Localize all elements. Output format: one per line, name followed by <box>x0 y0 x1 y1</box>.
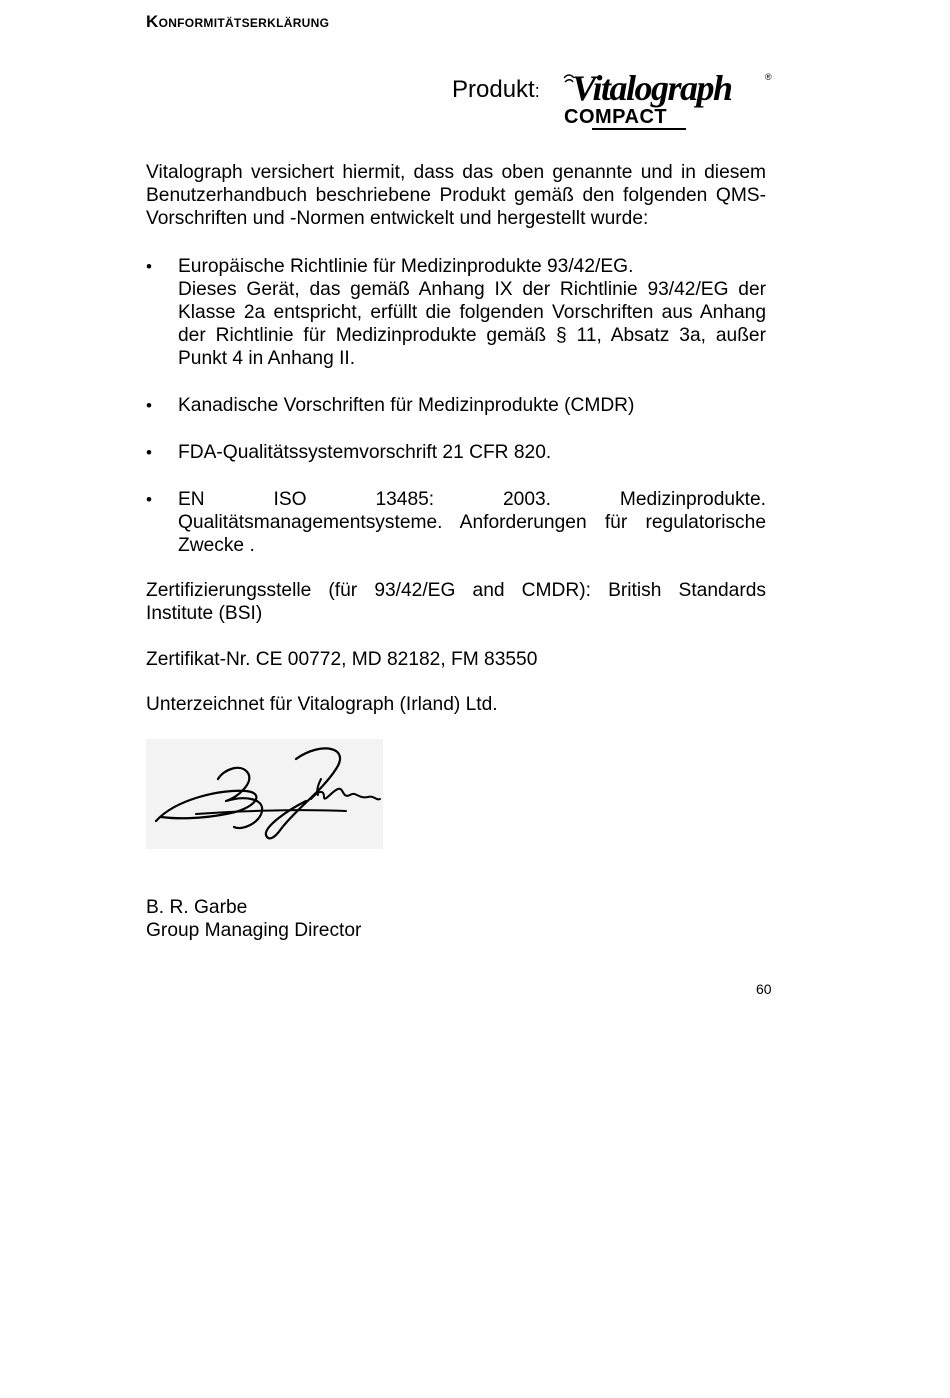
list-item-heading: • Kanadische Vorschriften für Medizinprodukte (CMDR) <box>178 395 635 416</box>
regulation-list <box>146 255 766 557</box>
certificate-numbers: Zertifikat-Nr. CE 00772, MD 82182, FM 83550 <box>146 649 538 670</box>
product-label: Produkt: <box>452 76 540 103</box>
logo-model: COMPACT <box>564 106 668 128</box>
list-item <box>146 441 766 464</box>
certification-body: Zertifizierungsstelle (für 93/42/EG and CMDR): British Standards Institute (BSI) <box>146 580 766 624</box>
intro-paragraph: Vitalograph versichert hiermit, dass das oben genannte und in diesem Benutzerhandbuch beschriebene Produkt gemäß den folgenden QMS-Vorschriften und -Normen entwickelt und hergestellt wurde: <box>146 162 766 229</box>
list-item <box>146 394 766 417</box>
logo-registered-mark: ® <box>765 72 772 82</box>
list-item <box>146 488 766 557</box>
list-item <box>146 255 766 370</box>
page-number: 60 <box>756 981 772 997</box>
logo-name: Vitalograph <box>572 68 732 108</box>
product-row <box>452 68 782 142</box>
signer-title: Group Managing Director <box>146 920 362 941</box>
logo-underline <box>592 128 686 130</box>
list-item-heading: • FDA-Qualitätssystemvorschrift 21 CFR 820. <box>178 442 552 463</box>
signature-icon <box>146 739 383 849</box>
list-item-heading: • Europäische Richtlinie für Medizinprodukte 93/42/EG. <box>178 256 634 277</box>
list-item-heading: • EN ISO 13485: 2003. Medizinprodukte. Qualitätsmanagementsysteme. Anforderungen für regulatorische Zwecke . <box>178 489 766 556</box>
signature <box>146 739 383 849</box>
vitalograph-logo <box>562 68 777 138</box>
list-item-detail: Dieses Gerät, das gemäß Anhang IX der Richtlinie 93/42/EG der Klasse 2a entspricht, erfüllt die folgenden Vorschriften aus Anhang der Richtlinie für Medizinprodukte gemäß § 11, Absatz 3a, außer Punkt 4 in Anhang II. <box>178 279 766 369</box>
signer-name: B. R. Garbe <box>146 897 248 918</box>
page-title: Konformitätserklärung <box>146 12 330 31</box>
signed-for: Unterzeichnet für Vitalograph (Irland) Ltd. <box>146 694 498 715</box>
